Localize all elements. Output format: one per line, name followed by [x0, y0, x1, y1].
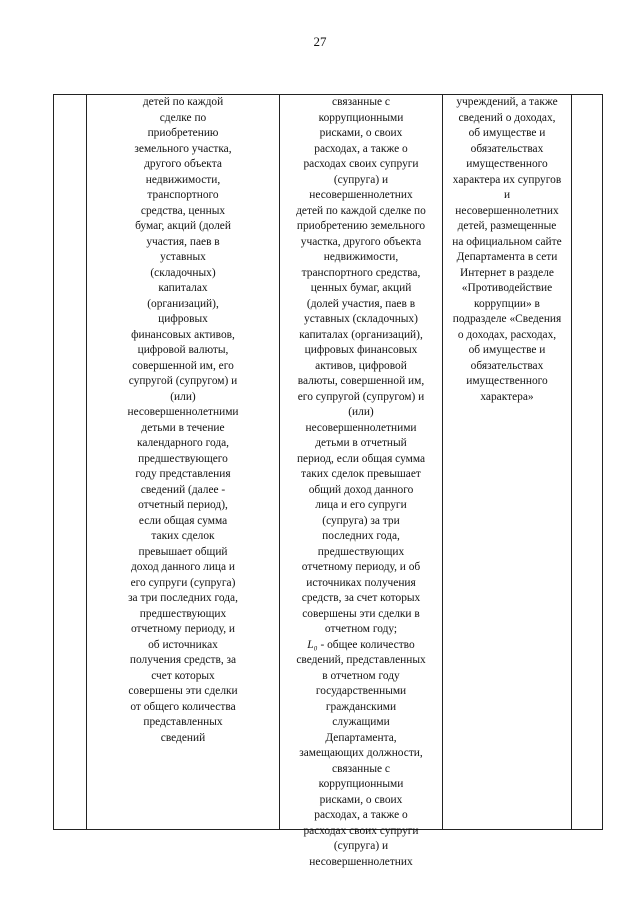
col3-line: [280, 638, 442, 654]
col3-line: сведений, представленных: [296, 654, 426, 666]
col3-line: (супруга) и: [333, 173, 389, 186]
formula-symbol: L₀: [307, 638, 318, 651]
col3-line: расходах, а также о: [314, 809, 408, 821]
col3-line: расходах своих супруги: [303, 158, 419, 170]
col4-line: имущественного: [466, 158, 548, 170]
col4-line: несовершеннолетних: [455, 204, 559, 217]
col3-line: гражданскими: [325, 700, 397, 713]
col4-line: об имуществе и: [468, 344, 546, 356]
col3-line: (долей участия, паев в: [306, 297, 416, 310]
col2-line: цифровых: [158, 313, 208, 325]
col3-line: (или): [348, 406, 374, 418]
col2-line: приобретению: [147, 127, 219, 139]
col2-line: земельного участка,: [134, 142, 232, 155]
col4-line: характера»: [480, 390, 534, 403]
col2-line: отчетному периоду, и: [130, 623, 236, 635]
col3-line: несовершеннолетних: [309, 189, 413, 201]
col3-line: государственными: [315, 685, 407, 697]
col3-line: (супруга) за три: [322, 514, 400, 527]
col2-line: (складочных): [150, 266, 216, 279]
col2-line: превышает общий: [138, 545, 228, 558]
col3-line: детей по каждой сделке по: [296, 204, 426, 217]
table: [53, 94, 603, 868]
table-cell-col2: [87, 95, 279, 746]
col2-line: таких сделок: [151, 530, 215, 542]
col2-line: от общего количества: [130, 700, 236, 713]
table-column-2: [87, 95, 280, 829]
col2-line: супругой (супругом) и: [128, 375, 238, 387]
col4-line: обязательствах: [470, 142, 544, 155]
col2-line: представленных: [143, 716, 223, 728]
col2-line: отчетный период),: [138, 499, 228, 511]
col2-line: об источниках: [148, 638, 218, 651]
col2-line: сведений (далее -: [140, 483, 226, 496]
col3-line: расходах, а также о: [314, 142, 408, 155]
col3-line: детьми в отчетный: [315, 437, 407, 449]
col2-line: уставных: [160, 251, 206, 263]
table-column-4: [443, 95, 572, 829]
col4-line: о доходах, расходах,: [457, 328, 557, 341]
table-column-5: [572, 95, 602, 829]
col3-line: связанные с: [332, 762, 390, 775]
col2-line: недвижимости,: [145, 173, 221, 186]
table-cell-col4: [443, 95, 571, 405]
col4-line: Интернет в разделе: [460, 266, 554, 279]
col2-line: предшествующих: [139, 607, 227, 620]
col2-line: календарного года,: [136, 437, 230, 449]
col4-line: подразделе «Сведения: [452, 313, 562, 325]
formula-text: - общее количество: [317, 638, 415, 651]
col4-line: об имуществе и: [468, 127, 546, 139]
col3-line: средств, за счет которых: [301, 592, 421, 604]
col3-line: его супругой (супругом) и: [297, 390, 425, 403]
col3-line: предшествующих: [317, 545, 405, 558]
col2-line: предшествующего: [138, 452, 228, 465]
col2-line: детей по каждой: [142, 96, 224, 108]
col3-line: капиталах (организаций),: [299, 328, 423, 341]
table-cell-col3: [280, 95, 442, 870]
col2-line: другого объекта: [144, 158, 222, 170]
col3-line: в отчетном году: [322, 669, 400, 682]
col3-line: уставных (складочных): [304, 313, 418, 325]
col2-line: сделке по: [159, 111, 207, 124]
col2-line: сведений: [160, 731, 206, 744]
col3-line: источниках получения: [306, 576, 416, 589]
col4-line: обязательствах: [470, 359, 544, 372]
col3-line: несовершеннолетними: [305, 421, 417, 434]
table-column-1: [54, 95, 87, 829]
col3-line: участка, другого объекта: [300, 235, 422, 248]
col4-line: коррупции» в: [474, 297, 540, 310]
col3-line: активов, цифровой: [315, 359, 407, 372]
page-number: 27: [313, 34, 327, 49]
col2-line: совершенной им, его: [132, 359, 234, 372]
col3-line: период, если общая сумма: [296, 452, 426, 465]
col3-line: цифровых финансовых: [304, 344, 418, 356]
col3-line: Департамента,: [325, 731, 397, 744]
col3-line: валюты, совершенной им,: [297, 375, 425, 387]
col3-line: отчетном году;: [324, 623, 398, 635]
col3-line: общий доход данного: [308, 483, 414, 496]
col3-line: рисками, о своих: [319, 793, 403, 806]
col2-line: (или): [170, 390, 196, 403]
col3-line: коррупционными: [318, 111, 404, 124]
col3-line: транспортного средства,: [301, 266, 421, 279]
col2-line: получения средств, за: [129, 654, 237, 666]
col2-line: детьми в течение: [141, 421, 225, 434]
col2-line: если общая сумма: [138, 514, 228, 527]
col2-line: (организаций),: [147, 297, 219, 310]
col3-line: лица и его супруги: [315, 499, 407, 511]
col2-line: совершены эти сделки: [128, 685, 238, 697]
col2-line: капиталах: [158, 282, 208, 294]
col2-line: финансовых активов,: [131, 328, 235, 341]
col4-line: детей, размещенные: [457, 220, 557, 232]
col3-line: рисками, о своих: [319, 127, 403, 139]
col2-line: счет которых: [151, 669, 215, 682]
col4-line: характера их супругов: [452, 173, 562, 186]
col2-line: цифровой валюты,: [137, 344, 229, 356]
col3-line: служащими: [332, 716, 390, 728]
col3-line: несовершеннолетних: [309, 855, 413, 868]
col2-line: его супруги (супруга): [130, 576, 236, 589]
col3-line: ценных бумаг, акций: [310, 282, 412, 294]
col4-line: и: [503, 189, 511, 201]
col3-line: связанные с: [332, 96, 390, 108]
col2-line: участия, паев в: [146, 235, 220, 248]
col3-line: отчетному периоду, и об: [301, 561, 421, 573]
col3-line: замещающих должности,: [299, 747, 423, 759]
col3-line: расходах своих супруги: [303, 824, 419, 837]
col3-line: совершены эти сделки в: [302, 607, 420, 620]
col2-line: средства, ценных: [140, 204, 226, 217]
col2-line: году представления: [135, 468, 231, 480]
col2-line: несовершеннолетними: [127, 406, 239, 418]
col2-line: бумаг, акций (долей: [135, 220, 231, 232]
col4-line: «Противодействие: [461, 282, 553, 294]
table-column-3: [280, 95, 443, 868]
col2-line: доход данного лица и: [130, 561, 236, 573]
col3-line: недвижимости,: [323, 251, 399, 263]
col4-line: имущественного: [466, 375, 548, 387]
col2-line: за три последних года,: [128, 592, 238, 604]
col3-line: последних года,: [322, 530, 400, 542]
col3-line: коррупционными: [318, 778, 404, 790]
col3-line: таких сделок превышает: [301, 468, 421, 480]
col4-line: Департамента в сети: [456, 251, 558, 263]
col4-line: сведений о доходах,: [458, 111, 556, 124]
col4-line: учреждений, а также: [456, 96, 558, 108]
col3-line: (супруга) и: [333, 840, 389, 852]
col3-line: приобретению земельного: [296, 220, 426, 232]
col4-line: на официальном сайте: [452, 235, 562, 248]
col2-line: транспортного: [147, 189, 219, 201]
